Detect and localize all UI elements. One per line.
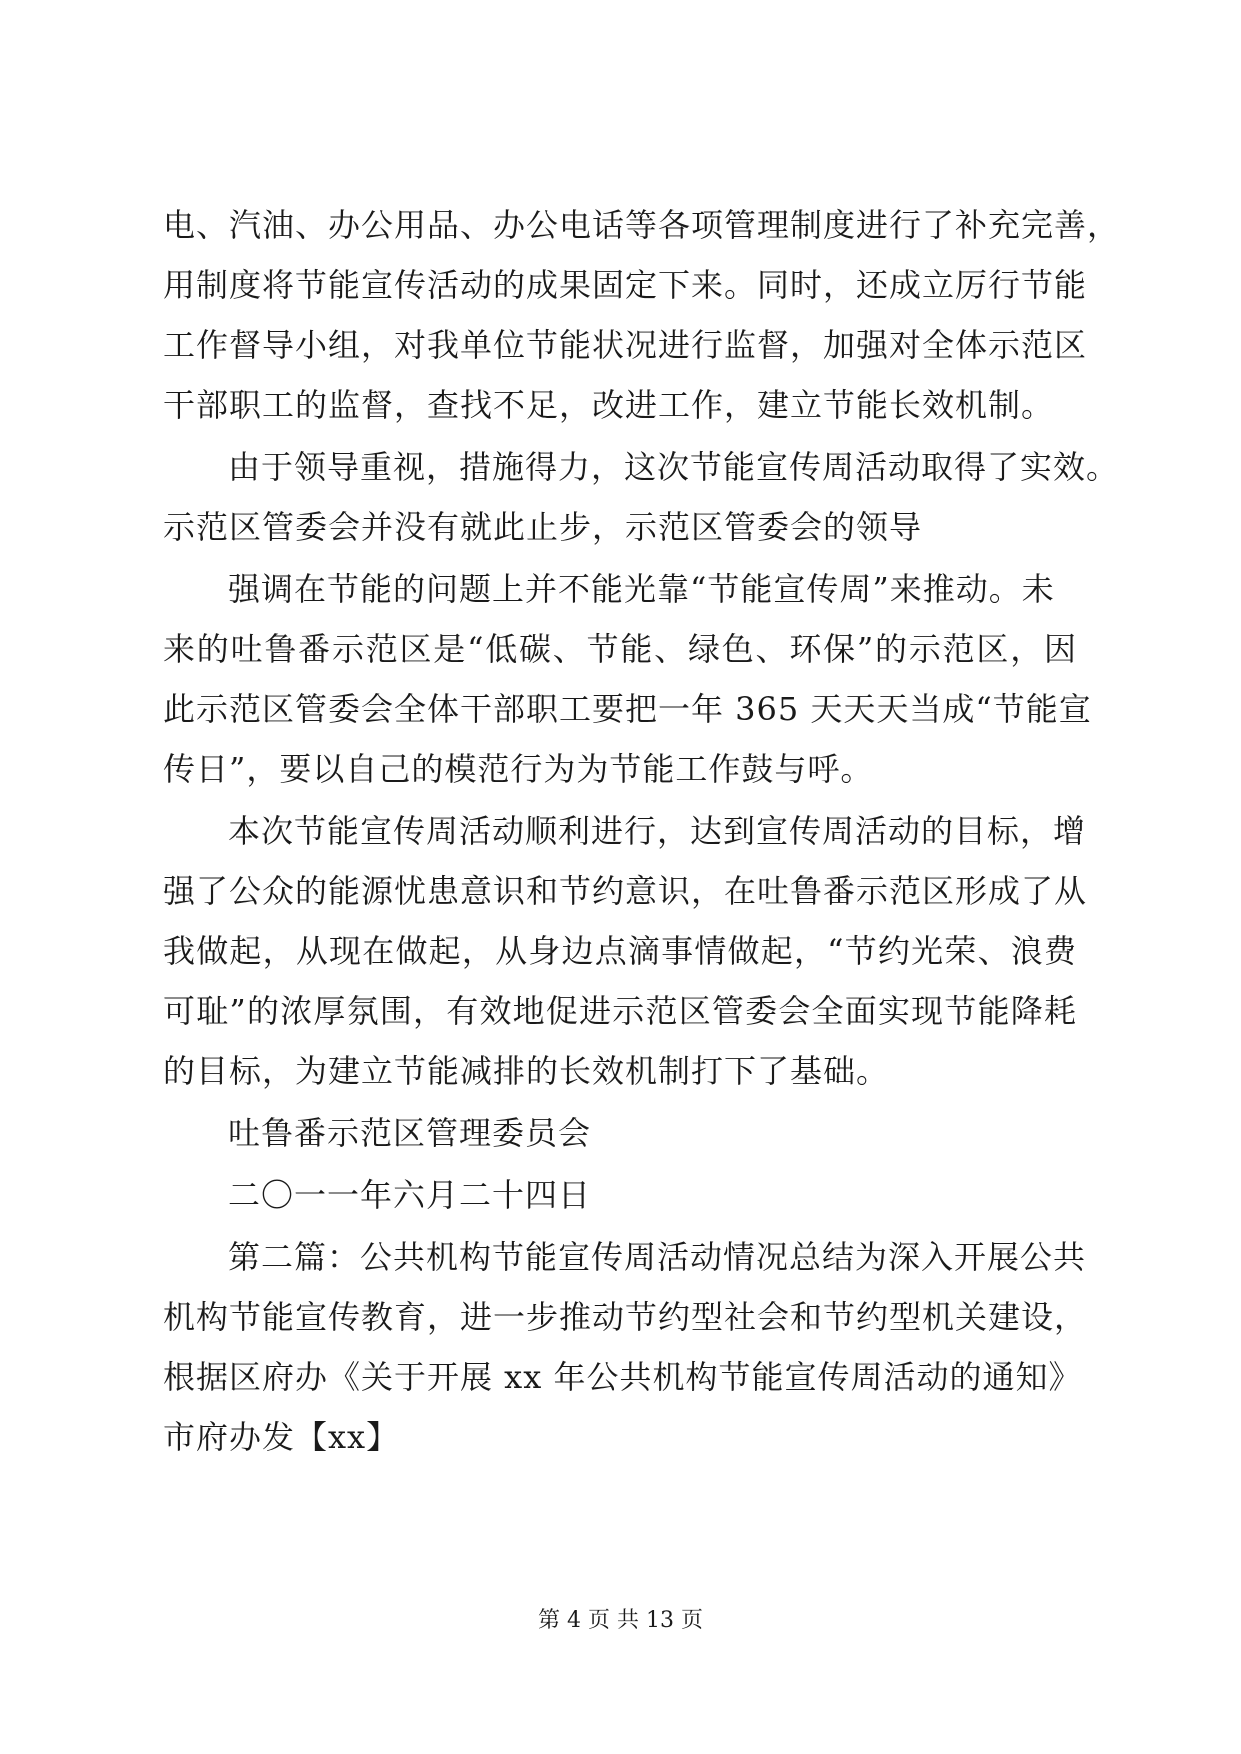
- body-line: 来的吐鲁番示范区是“低碳、节能、绿色、环保”的示范区，因: [163, 630, 1077, 668]
- body-line: 市府办发【xx】: [163, 1418, 400, 1456]
- body-line: 根据区府办《关于开展 xx 年公共机构节能宣传周活动的通知》: [163, 1358, 1082, 1396]
- body-line: 用制度将节能宣传活动的成果固定下来。同时，还成立厉行节能: [163, 266, 1088, 304]
- body-line: 传日”，要以自己的模范行为为节能工作鼓与呼。: [163, 750, 874, 788]
- body-line: 电、汽油、办公用品、办公电话等各项管理制度进行了补充完善，: [163, 206, 1121, 244]
- body-line: 此示范区管委会全体干部职工要把一年 365 天天天当成“节能宣: [163, 690, 1092, 728]
- paragraph-first-line: 强调在节能的问题上并不能光靠“节能宣传周”来推动。未: [228, 570, 1055, 608]
- body-line: 我做起，从现在做起，从身边点滴事情做起，“节约光荣、浪费: [163, 932, 1077, 970]
- body-line: 机构节能宣传教育，进一步推动节约型社会和节约型机关建设，: [163, 1298, 1088, 1336]
- signature-organization: 吐鲁番示范区管理委员会: [228, 1114, 592, 1152]
- body-line: 可耻”的浓厚氛围，有效地促进示范区管委会全面实现节能降耗: [163, 992, 1077, 1030]
- paragraph-first-line: 本次节能宣传周活动顺利进行，达到宣传周活动的目标，增: [228, 812, 1087, 850]
- body-line: 强了公众的能源忧患意识和节约意识，在吐鲁番示范区形成了从: [163, 872, 1088, 910]
- body-line: 示范区管委会并没有就此止步，示范区管委会的领导: [163, 508, 923, 546]
- body-line: 的目标，为建立节能减排的长效机制打下了基础。: [163, 1052, 890, 1090]
- page-number-footer: 第 4 页 共 13 页: [538, 1608, 703, 1633]
- body-line: 工作督导小组，对我单位节能状况进行监督，加强对全体示范区: [163, 326, 1088, 364]
- section-heading-line: 第二篇：公共机构节能宣传周活动情况总结为深入开展公共: [228, 1238, 1087, 1276]
- body-line: 干部职工的监督，查找不足，改进工作，建立节能长效机制。: [163, 386, 1055, 424]
- signature-date: 二〇一一年六月二十四日: [228, 1176, 592, 1214]
- paragraph-first-line: 由于领导重视，措施得力，这次节能宣传周活动取得了实效。: [228, 448, 1120, 486]
